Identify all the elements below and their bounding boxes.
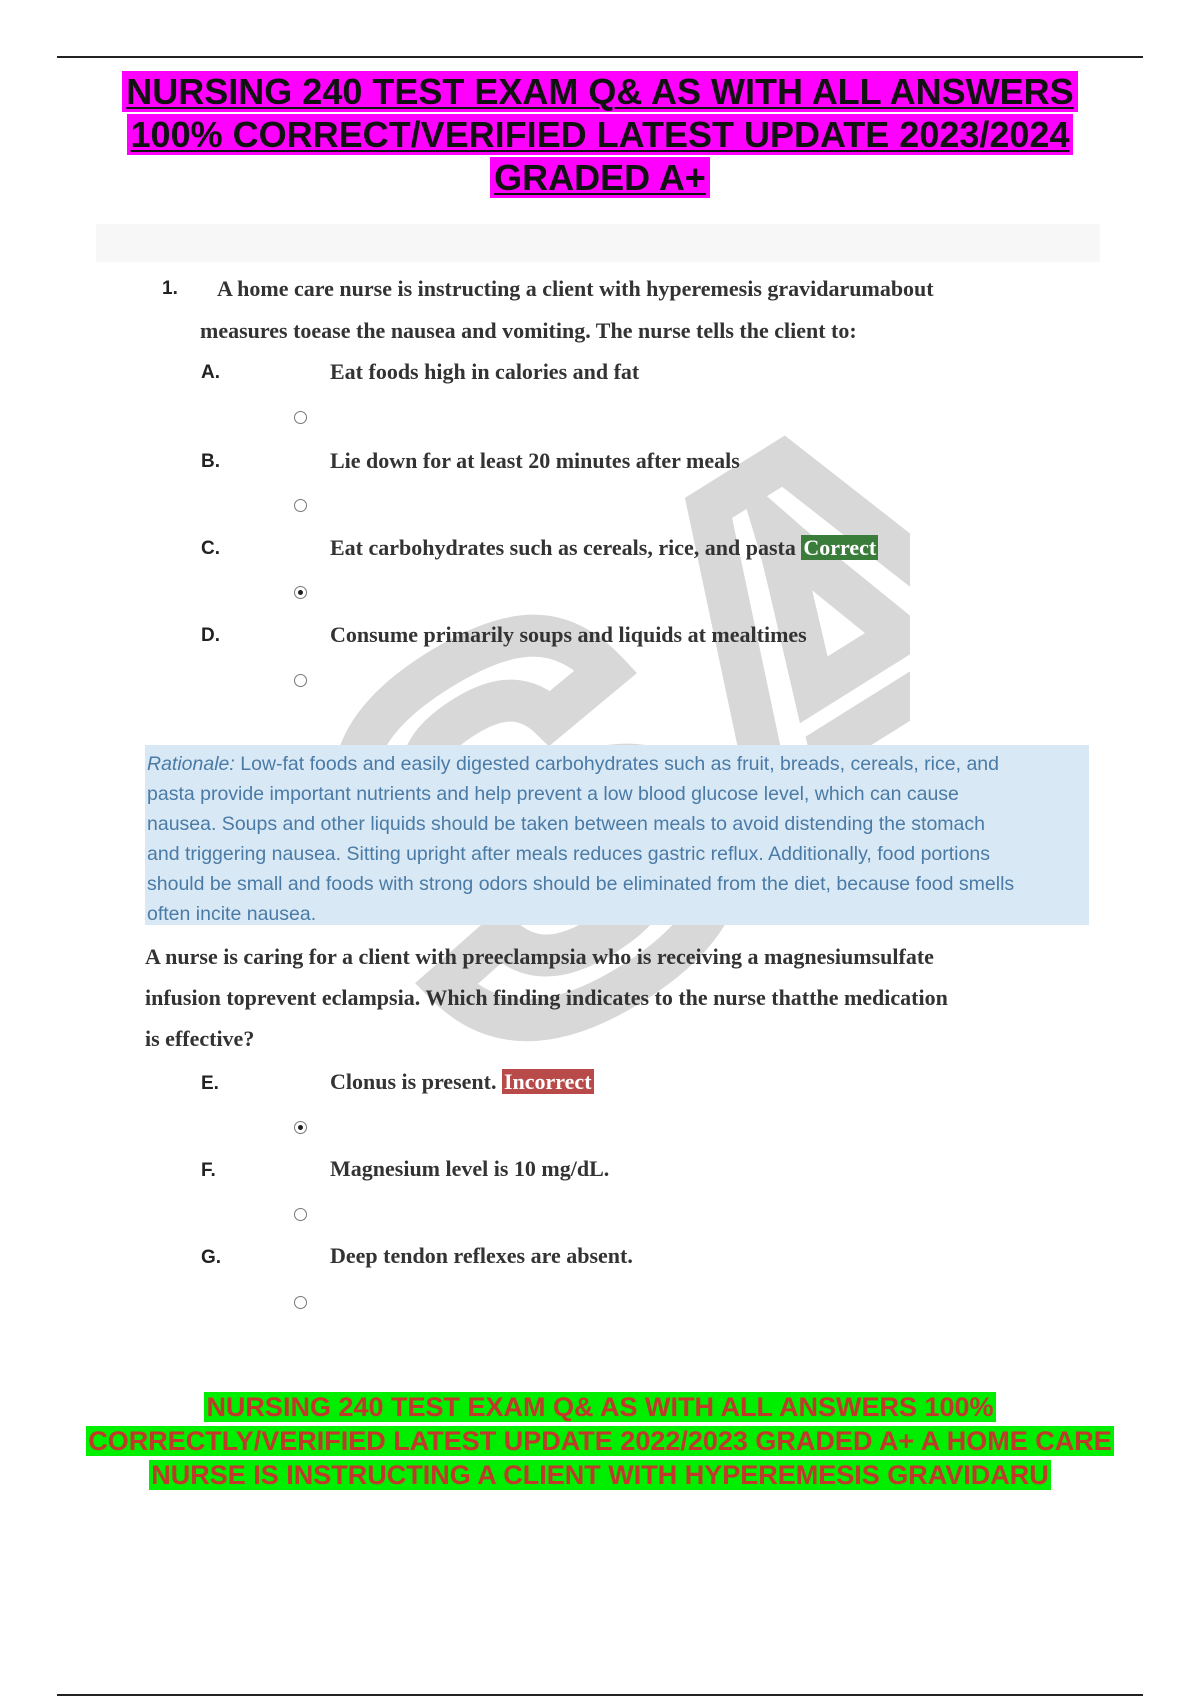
document-title-text: NURSING 240 TEST EXAM Q& AS WITH ALL ANSWERS 100% CORRECT/VERIFIED LATEST UPDATE 2023/2024 GRADED A+ [122, 71, 1077, 198]
question-2-text-line-3: is effective? [145, 1026, 255, 1051]
question-1-text-line-1: A home care nurse is instructing a client with hyperemesis gravidarumabout [217, 276, 934, 301]
option-g-letter: G. [201, 1247, 222, 1268]
option-b-letter: B. [201, 451, 220, 472]
top-rule [57, 56, 1143, 58]
option-c-text: Eat carbohydrates such as cereals, rice, and pasta [330, 535, 796, 560]
bottom-rule [57, 1694, 1143, 1696]
question-2-text-line-2: infusion toprevent eclampsia. Which finding indicates to the nurse thatthe medication [145, 985, 948, 1010]
option-e-letter: E. [201, 1073, 219, 1094]
option-c-letter: C. [201, 538, 220, 559]
question-number: 1. [162, 278, 178, 299]
rationale-line-4: and triggering nausea. Sitting upright after meals reduces gastric reflux. Additionally, food portions [147, 843, 990, 865]
option-d-letter: D. [201, 625, 220, 646]
document-title [100, 70, 1100, 199]
option-d-radio[interactable] [294, 674, 307, 687]
rationale-line-6: often incite nausea. [147, 903, 317, 925]
correct-badge: Correct [803, 535, 877, 560]
option-a-letter: A. [201, 362, 220, 383]
question-2-text-line-1: A nurse is caring for a client with preeclampsia who is receiving a magnesiumsulfate [145, 944, 934, 969]
rationale-line-2: pasta provide important nutrients and help prevent a low blood glucose level, which can cause [147, 783, 959, 805]
option-g-radio[interactable] [294, 1296, 307, 1309]
option-a-radio[interactable] [294, 411, 307, 424]
option-f-radio[interactable] [294, 1208, 307, 1221]
option-b-radio[interactable] [294, 499, 307, 512]
footer-text: NURSING 240 TEST EXAM Q& AS WITH ALL ANSWERS 100% CORRECTLY/VERIFIED LATEST UPDATE 2022/2023 GRADED A+ A HOME CARE NURSE IS INSTRUCTING A CLIENT WITH HYPEREMESIS GRAVIDARU [88, 1392, 1112, 1490]
incorrect-badge: Incorrect [503, 1069, 592, 1094]
option-c-radio[interactable] [294, 586, 307, 599]
header-band [96, 224, 1100, 262]
option-f-text: Magnesium level is 10 mg/dL. [330, 1156, 610, 1181]
option-a-text: Eat foods high in calories and fat [330, 359, 640, 384]
option-e-text: Clonus is present. [330, 1069, 497, 1094]
option-d-text: Consume primarily soups and liquids at mealtimes [330, 622, 807, 647]
rationale-line-5: should be small and foods with strong odors should be eliminated from the diet, because food smells [147, 873, 1015, 895]
rationale-label: Rationale: [147, 753, 235, 775]
option-e-row [330, 1069, 594, 1095]
option-b-text: Lie down for at least 20 minutes after meals [330, 448, 740, 473]
rationale-line-1: Rationale: Low-fat foods and easily digested carbohydrates such as fruit, breads, cereals, rice, and [147, 753, 999, 775]
option-e-radio[interactable] [294, 1121, 307, 1134]
question-1-text-line-2: measures toease the nausea and vomiting. The nurse tells the client to: [200, 318, 857, 343]
rationale-line-3: nausea. Soups and other liquids should be taken between meals to avoid distending the stomach [147, 813, 985, 835]
option-f-letter: F. [201, 1160, 216, 1181]
option-g-text: Deep tendon reflexes are absent. [330, 1243, 633, 1268]
footer-banner [80, 1390, 1120, 1492]
rationale-box [145, 745, 1089, 925]
option-c-row [330, 535, 878, 561]
